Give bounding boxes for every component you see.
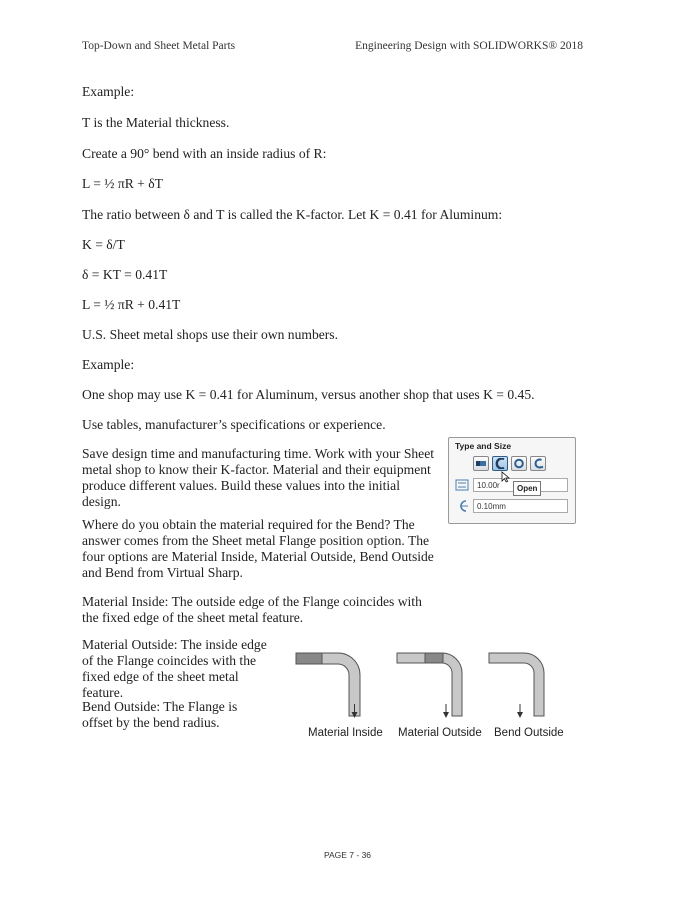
paragraph-us-shops: U.S. Sheet metal shops use their own numbers. [82, 327, 338, 342]
thickness-input[interactable]: 0.10mm [473, 499, 568, 513]
paragraph-material-source: Where do you obtain the material required for the Bend? The answer comes from the Sheet metal Flange position option. The four options are Material Inside, Material Outside, Bend Outside and Bend from Virtual Sharp. [82, 517, 434, 580]
mouse-pointer-icon [501, 471, 510, 483]
caption-material-outside: Material Outside [398, 727, 482, 739]
open-bend-button[interactable] [492, 456, 508, 471]
formula-length-k: L = ½ πR + 0.41T [82, 297, 181, 312]
type-and-size-panel [448, 437, 576, 524]
paragraph-save-time: Save design time and manufacturing time. Work with your Sheet metal shop to know their K-factor. Material and their equipment produce different values. Build these values into the initial design. [82, 446, 435, 509]
paragraph-bend: Create a 90° bend with an inside radius of R: [82, 146, 327, 161]
thickness-icon [455, 499, 469, 513]
material-inside-button[interactable] [473, 456, 489, 471]
panel-title: Type and Size [455, 441, 512, 451]
length-icon [455, 478, 469, 492]
paragraph-example-1: Example: [82, 84, 135, 99]
running-header-left: Top-Down and Sheet Metal Parts [82, 40, 236, 52]
caption-bend-outside: Bend Outside [494, 727, 564, 739]
length-input[interactable]: 10.00r [473, 478, 568, 492]
formula-delta: δ = KT = 0.41T [82, 267, 168, 282]
material-inside-figure [293, 648, 403, 722]
paragraph-example-2: Example: [82, 357, 135, 372]
paragraph-material-inside: Material Inside: The outside edge of the Flange coincides with the fixed edge of the sheet metal feature. [82, 594, 422, 625]
bend-outside-button[interactable] [511, 456, 527, 471]
paragraph-thickness: T is the Material thickness. [82, 115, 230, 130]
formula-k: K = δ/T [82, 237, 125, 252]
bend-outside-figure [487, 648, 597, 722]
paragraph-tables: Use tables, manufacturer’s specifications or experience. [82, 417, 386, 432]
page-number: PAGE 7 - 36 [323, 850, 372, 860]
paragraph-bend-outside: Bend Outside: The Flange is offset by the bend radius. [82, 699, 238, 730]
formula-length: L = ½ πR + δT [82, 176, 163, 191]
bend-virtual-sharp-button[interactable] [530, 456, 546, 471]
paragraph-material-outside: Material Outside: The inside edge of the Flange coincides with the fixed edge of the sheet metal feature. [82, 637, 267, 700]
open-tooltip: Open [513, 481, 541, 496]
caption-material-inside: Material Inside [308, 727, 383, 739]
paragraph-k-factor: The ratio between δ and T is called the K-factor. Let K = 0.41 for Aluminum: [82, 207, 503, 222]
running-header-right: Engineering Design with SOLIDWORKS® 2018 [355, 40, 583, 52]
paragraph-shop-k: One shop may use K = 0.41 for Aluminum, versus another shop that uses K = 0.45. [82, 387, 535, 402]
